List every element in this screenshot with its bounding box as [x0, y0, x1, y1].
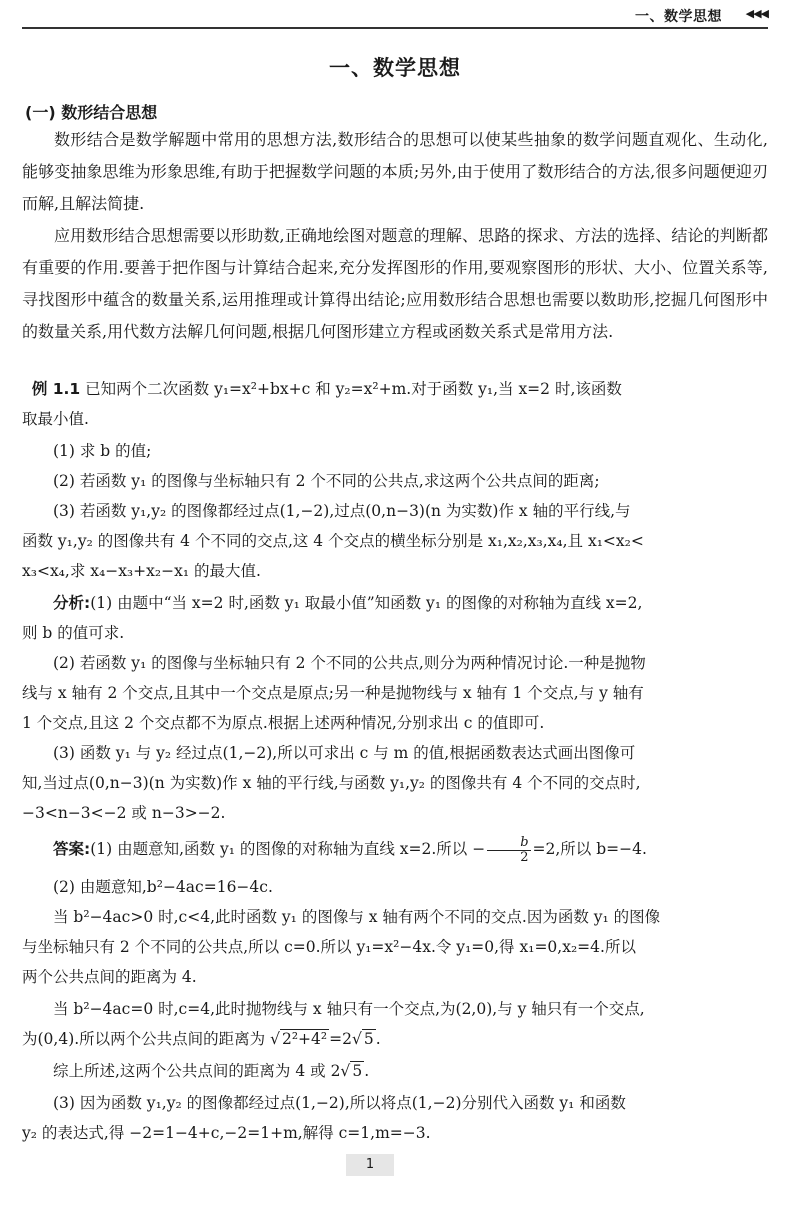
analysis-line-3: (2) 若函数 y₁ 的图像与坐标轴只有 2 个不同的公共点,则分为两种情况讨论.一种是抛物 — [53, 654, 646, 672]
fraction-numerator: b — [487, 836, 530, 851]
question-2: (2) 若函数 y₁ 的图像与坐标轴只有 2 个不同的公共点,求这两个公共点间的距离; — [53, 472, 600, 490]
answer-line-7 — [22, 1024, 770, 1054]
analysis-text-1: (1) 由题中“当 x=2 时,函数 y₁ 取最小值”知函数 y₁ 的图像的对称轴为直线 x=2, — [90, 594, 643, 612]
answer-label: 答案: — [53, 840, 91, 858]
answer-line-2: (2) 由题意知,b²−4ac=16−4c. — [53, 878, 273, 896]
intro-paragraph-1: 数形结合是数学解题中常用的思想方法,数形结合的思想可以使某些抽象的数学问题直观化、生动化,能够变抽象思维为形象思维,有助于把握数学问题的本质;另外,由于使用了数形结合的方法,很多问题便迎刃而解,且解法简捷. — [22, 130, 768, 213]
example-text: 已知两个二次函数 y₁=x²+bx+c 和 y₂=x²+m.对于函数 y₁,当 x=2 时,该函数 — [85, 380, 622, 398]
sqrt-radicand: 2²+4² — [281, 1030, 328, 1048]
answer-line-1 — [22, 832, 770, 866]
sqrt-radicand-2: 5 — [363, 1030, 374, 1048]
answer-line-6: 当 b²−4ac=0 时,c=4,此时抛物线与 x 轴只有一个交点,为(2,0),与 y 轴只有一个交点, — [53, 1000, 645, 1018]
question-1: (1) 求 b 的值; — [53, 442, 152, 460]
analysis-line-2: 则 b 的值可求. — [22, 624, 125, 642]
intro-text — [22, 124, 768, 348]
analysis-line-5: 1 个交点,且这 2 个交点都不为原点.根据上述两种情况,分别求出 c 的值即可. — [22, 714, 545, 732]
example-label: 例 1.1 — [31, 380, 81, 398]
answer-text-7b: =2√ — [329, 1030, 362, 1048]
answer-text-8a: 综上所述,这两个公共点间的距离为 4 或 2√ — [53, 1062, 351, 1080]
answer-text-8b: . — [364, 1062, 370, 1080]
answer-text-7c: . — [375, 1030, 381, 1048]
answer-line-10: y₂ 的表达式,得 −2=1−4+c,−2=1+m,解得 c=1,m=−3. — [22, 1124, 431, 1142]
analysis-line-1 — [22, 588, 770, 618]
answer-text-7a: 为(0,4).所以两个公共点间的距离为 √ — [22, 1030, 280, 1048]
answer-line-3: 当 b²−4ac>0 时,c<4,此时函数 y₁ 的图像与 x 轴有两个不同的交点.因为函数 y₁ 的图像 — [53, 908, 661, 926]
analysis-line-8: −3<n−3<−2 或 n−3>−2. — [22, 804, 226, 822]
analysis-line-7: 知,当过点(0,n−3)(n 为实数)作 x 轴的平行线,与函数 y₁,y₂ 的图像共有 4 个不同的交点时, — [22, 774, 641, 792]
intro-paragraph-2: 应用数形结合思想需要以形助数,正确地绘图对题意的理解、思路的探求、方法的选择、结论的判断都有重要的作用.要善于把作图与计算结合起来,充分发挥图形的作用,要观察图形的形状、大小、位置关系等,寻找图形中蕴含的数量关系,运用推理或计算得出结论;应用数形结合思想也需要以数助形,挖掘几何图形中的数量关系,用代数方法解几何问题,根据几何图形建立方程或函数关系式是常用方法. — [22, 226, 768, 341]
analysis-line-4: 线与 x 轴有 2 个交点,且其中一个交点是原点;另一种是抛物线与 x 轴有 1 个交点,与 y 轴有 — [22, 684, 644, 702]
analysis-line-6: (3) 函数 y₁ 与 y₂ 经过点(1,−2),所以可求出 c 与 m 的值,根据函数表达式画出图像可 — [53, 744, 636, 762]
page-title: 一、数学思想 — [329, 56, 461, 80]
answer-line-9: (3) 因为函数 y₁,y₂ 的图像都经过点(1,−2),所以将点(1,−2)分别代入函数 y₁ 和函数 — [53, 1094, 626, 1112]
fraction-denominator: 2 — [520, 849, 529, 865]
page-number: 1 — [346, 1154, 394, 1176]
question-3-line-1: (3) 若函数 y₁,y₂ 的图像都经过点(1,−2),过点(0,n−3)(n 为实数)作 x 轴的平行线,与 — [53, 502, 631, 520]
sqrt-radicand-3: 5 — [352, 1062, 363, 1080]
answer-line-5: 两个公共点间的距离为 4. — [22, 968, 197, 986]
header-arrows-icon: ◀◀◀ — [745, 7, 768, 20]
answer-text-1b: =2,所以 b=−4. — [532, 840, 647, 858]
example-line-2: 取最小值. — [22, 410, 89, 428]
answer-line-4: 与坐标轴只有 2 个不同的公共点,所以 c=0.所以 y₁=x²−4x.令 y₁=0,得 x₁=0,x₂=4.所以 — [22, 938, 636, 956]
answer-text-1: (1) 由题意知,函数 y₁ 的图像的对称轴为直线 x=2.所以 − — [90, 840, 486, 858]
section-heading: (一) 数形结合思想 — [25, 103, 158, 122]
running-header: 一、数学思想 — [635, 9, 722, 25]
answer-line-8 — [22, 1056, 770, 1086]
fraction — [487, 836, 530, 865]
question-3-line-3: x₃<x₄,求 x₄−x₃+x₂−x₁ 的最大值. — [22, 562, 261, 580]
analysis-label: 分析: — [53, 594, 91, 612]
question-3-line-2: 函数 y₁,y₂ 的图像共有 4 个不同的交点,这 4 个交点的横坐标分别是 x₁,x₂,x₃,x₄,且 x₁<x₂< — [22, 532, 644, 550]
example-line-1 — [22, 374, 770, 404]
header-rule — [22, 27, 768, 29]
